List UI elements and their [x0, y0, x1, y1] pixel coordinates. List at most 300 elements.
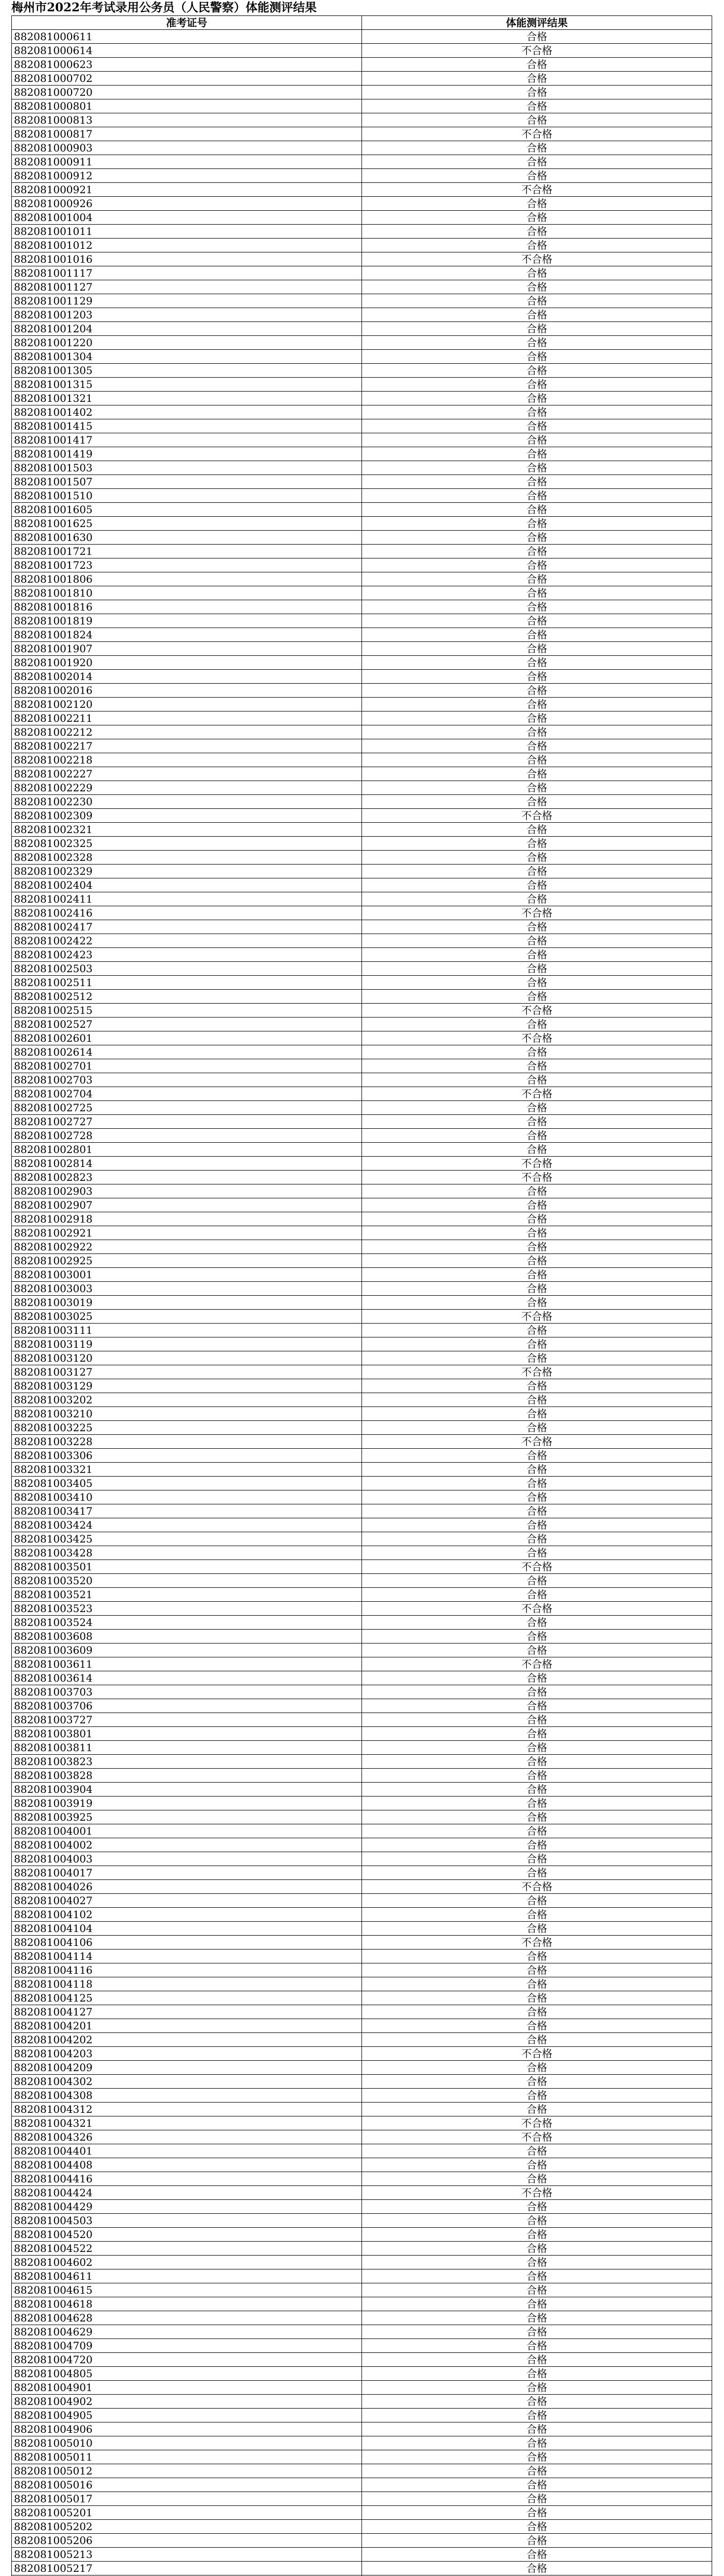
exam-id-cell: 882081002814 [12, 1157, 362, 1171]
result-cell: 不合格 [362, 2047, 712, 2061]
result-cell: 合格 [362, 1504, 712, 1518]
exam-id-cell: 882081002411 [12, 892, 362, 906]
result-cell: 合格 [362, 2339, 712, 2353]
exam-id-cell: 882081004520 [12, 2228, 362, 2242]
table-row [12, 1866, 712, 1880]
exam-id-cell: 882081001507 [12, 475, 362, 489]
table-row [12, 2283, 712, 2297]
exam-id-cell: 882081003520 [12, 1574, 362, 1588]
result-cell: 合格 [362, 1950, 712, 1963]
result-cell: 合格 [362, 1922, 712, 1936]
table-row [12, 503, 712, 517]
exam-id-cell: 882081001605 [12, 503, 362, 517]
result-cell: 合格 [362, 1490, 712, 1504]
exam-id-cell: 882081002503 [12, 962, 362, 976]
exam-id-cell: 882081004127 [12, 2005, 362, 2019]
result-cell: 合格 [362, 2311, 712, 2325]
result-cell: 合格 [362, 781, 712, 795]
exam-id-cell: 882081003614 [12, 1671, 362, 1685]
exam-id-cell: 882081003306 [12, 1449, 362, 1463]
table-row [12, 1324, 712, 1337]
table-row [12, 2534, 712, 2548]
result-cell: 合格 [362, 642, 712, 656]
exam-id-cell: 882081003727 [12, 1713, 362, 1727]
result-cell: 合格 [362, 2478, 712, 2492]
table-row [12, 1727, 712, 1741]
table-row [12, 1991, 712, 2005]
result-cell: 合格 [362, 1783, 712, 1797]
exam-id-cell: 882081004002 [12, 1838, 362, 1852]
table-row [12, 517, 712, 531]
table-row [12, 1296, 712, 1310]
exam-id-cell: 882081003120 [12, 1351, 362, 1365]
table-row [12, 2353, 712, 2367]
table-row [12, 1449, 712, 1463]
exam-id-cell: 882081002230 [12, 795, 362, 809]
exam-id-cell: 882081001810 [12, 586, 362, 600]
result-cell: 合格 [362, 1741, 712, 1755]
exam-id-cell: 882081001304 [12, 350, 362, 364]
table-row [12, 1463, 712, 1477]
table-row [12, 1880, 712, 1894]
result-cell: 合格 [362, 1643, 712, 1657]
result-cell: 合格 [362, 739, 712, 753]
exam-id-cell: 882081003823 [12, 1755, 362, 1769]
exam-id-cell: 882081004905 [12, 2409, 362, 2422]
exam-id-cell: 882081000614 [12, 44, 362, 58]
exam-id-cell: 882081004106 [12, 1936, 362, 1950]
exam-id-cell: 882081004326 [12, 2130, 362, 2144]
table-row [12, 1936, 712, 1950]
result-cell: 不合格 [362, 1365, 712, 1379]
exam-id-cell: 882081005206 [12, 2534, 362, 2548]
table-row [12, 1171, 712, 1184]
result-cell: 合格 [362, 30, 712, 44]
table-row [12, 934, 712, 948]
result-cell: 合格 [362, 225, 712, 239]
table-row [12, 600, 712, 614]
table-row [12, 642, 712, 656]
exam-id-cell: 882081004308 [12, 2089, 362, 2103]
result-cell: 合格 [362, 614, 712, 628]
table-row [12, 2075, 712, 2089]
table-row [12, 2520, 712, 2534]
table-row [12, 1783, 712, 1797]
table-row [12, 614, 712, 628]
table-row [12, 239, 712, 252]
result-cell: 合格 [362, 865, 712, 878]
result-cell: 合格 [362, 517, 712, 531]
result-cell: 合格 [362, 1963, 712, 1977]
exam-id-cell: 882081004001 [12, 1824, 362, 1838]
result-cell: 合格 [362, 1908, 712, 1922]
table-row [12, 795, 712, 809]
exam-id-cell: 882081001630 [12, 531, 362, 545]
exam-id-cell: 882081000911 [12, 155, 362, 169]
result-cell: 合格 [362, 1977, 712, 1991]
table-row [12, 294, 712, 308]
exam-id-cell: 882081003811 [12, 1741, 362, 1755]
exam-id-cell: 882081004618 [12, 2297, 362, 2311]
exam-id-cell: 882081002725 [12, 1101, 362, 1115]
exam-id-cell: 882081002728 [12, 1129, 362, 1143]
table-row [12, 2019, 712, 2033]
exam-id-cell: 882081001417 [12, 433, 362, 447]
result-cell: 合格 [362, 2353, 712, 2367]
table-row [12, 308, 712, 322]
table-row [12, 433, 712, 447]
table-row [12, 2436, 712, 2450]
result-cell: 合格 [362, 1685, 712, 1699]
result-cell: 合格 [362, 795, 712, 809]
result-cell: 合格 [362, 503, 712, 517]
result-cell: 合格 [362, 392, 712, 405]
exam-id-cell: 882081004602 [12, 2256, 362, 2269]
result-cell: 合格 [362, 2200, 712, 2214]
result-cell: 合格 [362, 336, 712, 350]
result-cell: 合格 [362, 934, 712, 948]
table-row [12, 809, 712, 823]
table-row [12, 2325, 712, 2339]
result-cell: 合格 [362, 461, 712, 475]
result-cell: 不合格 [362, 2116, 712, 2130]
result-cell: 合格 [362, 1045, 712, 1059]
result-cell: 不合格 [362, 1657, 712, 1671]
result-cell: 合格 [362, 1018, 712, 1031]
table-row [12, 1852, 712, 1866]
result-cell: 合格 [362, 2228, 712, 2242]
result-cell: 合格 [362, 711, 712, 725]
table-row [12, 1087, 712, 1101]
table-row [12, 2422, 712, 2436]
table-row [12, 2144, 712, 2158]
table-row [12, 906, 712, 920]
table-row [12, 350, 712, 364]
exam-id-cell: 882081000903 [12, 141, 362, 155]
table-row [12, 1184, 712, 1198]
exam-id-cell: 882081003428 [12, 1546, 362, 1560]
table-row [12, 711, 712, 725]
exam-id-cell: 882081002922 [12, 1240, 362, 1254]
table-row [12, 837, 712, 851]
exam-id-cell: 882081004026 [12, 1880, 362, 1894]
result-cell: 合格 [362, 2422, 712, 2436]
table-row [12, 127, 712, 141]
exam-id-cell: 882081001321 [12, 392, 362, 405]
table-row [12, 2464, 712, 2478]
table-row [12, 1073, 712, 1087]
result-cell: 不合格 [362, 1560, 712, 1574]
result-cell: 合格 [362, 1379, 712, 1393]
result-cell: 合格 [362, 628, 712, 642]
result-cell: 合格 [362, 1198, 712, 1212]
result-cell: 不合格 [362, 1087, 712, 1101]
table-row [12, 851, 712, 865]
exam-id-cell: 882081001220 [12, 336, 362, 350]
exam-id-cell: 882081003025 [12, 1310, 362, 1324]
result-cell: 合格 [362, 2534, 712, 2548]
table-row [12, 1031, 712, 1045]
exam-id-cell: 882081001625 [12, 517, 362, 531]
result-cell: 合格 [362, 684, 712, 698]
table-row [12, 1351, 712, 1365]
result-cell: 合格 [362, 545, 712, 558]
table-row [12, 1518, 712, 1532]
table-row [12, 1254, 712, 1268]
result-cell: 合格 [362, 1184, 712, 1198]
table-row [12, 1894, 712, 1908]
exam-id-cell: 882081002511 [12, 976, 362, 990]
table-row [12, 739, 712, 753]
exam-id-cell: 882081000926 [12, 197, 362, 211]
result-cell: 不合格 [362, 1880, 712, 1894]
exam-id-cell: 882081004503 [12, 2214, 362, 2228]
result-cell: 合格 [362, 1755, 712, 1769]
result-cell: 不合格 [362, 1157, 712, 1171]
table-row [12, 1810, 712, 1824]
result-cell: 合格 [362, 2450, 712, 2464]
exam-id-cell: 882081002918 [12, 1212, 362, 1226]
result-cell: 合格 [362, 1713, 712, 1727]
table-row [12, 1685, 712, 1699]
result-cell: 合格 [362, 878, 712, 892]
result-cell: 合格 [362, 1894, 712, 1908]
result-cell: 合格 [362, 990, 712, 1004]
table-row [12, 1977, 712, 1991]
exam-id-cell: 882081004017 [12, 1866, 362, 1880]
exam-id-cell: 882081002417 [12, 920, 362, 934]
result-cell: 合格 [362, 1393, 712, 1407]
exam-id-cell: 882081002229 [12, 781, 362, 795]
result-cell: 合格 [362, 1059, 712, 1073]
exam-id-cell: 882081002614 [12, 1045, 362, 1059]
exam-id-cell: 882081002309 [12, 809, 362, 823]
result-cell: 合格 [362, 948, 712, 962]
exam-id-cell: 882081004116 [12, 1963, 362, 1977]
exam-id-cell: 882081004906 [12, 2422, 362, 2436]
column-header-exam-id: 准考证号 [12, 16, 362, 30]
table-row [12, 656, 712, 670]
table-row [12, 1824, 712, 1838]
result-cell: 合格 [362, 1588, 712, 1602]
result-cell: 合格 [362, 1212, 712, 1226]
result-cell: 合格 [362, 1073, 712, 1087]
result-cell: 合格 [362, 489, 712, 503]
table-row [12, 2548, 712, 2562]
result-cell: 合格 [362, 1616, 712, 1630]
result-cell: 合格 [362, 892, 712, 906]
exam-id-cell: 882081002701 [12, 1059, 362, 1073]
exam-id-cell: 882081003225 [12, 1421, 362, 1435]
table-row [12, 461, 712, 475]
exam-id-cell: 882081005011 [12, 2450, 362, 2464]
result-cell: 合格 [362, 1463, 712, 1477]
table-row [12, 1950, 712, 1963]
table-row [12, 99, 712, 113]
exam-id-cell: 882081003111 [12, 1324, 362, 1337]
table-row [12, 1268, 712, 1282]
table-row [12, 1018, 712, 1031]
result-cell: 合格 [362, 2033, 712, 2047]
table-row [12, 1212, 712, 1226]
exam-id-cell: 882081001305 [12, 364, 362, 378]
exam-id-cell: 882081002325 [12, 837, 362, 851]
table-row [12, 586, 712, 600]
exam-id-cell: 882081002801 [12, 1143, 362, 1157]
table-row [12, 2186, 712, 2200]
table-row [12, 2047, 712, 2061]
result-cell: 合格 [362, 2214, 712, 2228]
table-row [12, 1643, 712, 1657]
result-cell: 合格 [362, 1824, 712, 1838]
table-row [12, 1143, 712, 1157]
result-cell: 合格 [362, 266, 712, 280]
exam-id-cell: 882081001016 [12, 252, 362, 266]
table-row [12, 1699, 712, 1713]
exam-id-cell: 882081003129 [12, 1379, 362, 1393]
exam-id-cell: 882081003801 [12, 1727, 362, 1741]
exam-id-cell: 882081005201 [12, 2506, 362, 2520]
result-cell: 合格 [362, 1852, 712, 1866]
table-row [12, 628, 712, 642]
table-row [12, 1963, 712, 1977]
result-cell: 合格 [362, 2492, 712, 2506]
table-row [12, 2395, 712, 2409]
exam-id-cell: 882081002211 [12, 711, 362, 725]
exam-id-cell: 882081002416 [12, 906, 362, 920]
exam-id-cell: 882081003202 [12, 1393, 362, 1407]
result-cell: 合格 [362, 2089, 712, 2103]
result-cell: 合格 [362, 823, 712, 837]
exam-id-cell: 882081001723 [12, 558, 362, 572]
table-row [12, 1490, 712, 1504]
exam-id-cell: 882081001816 [12, 600, 362, 614]
exam-id-cell: 882081004429 [12, 2200, 362, 2214]
result-cell: 合格 [362, 725, 712, 739]
result-cell: 合格 [362, 322, 712, 336]
exam-id-cell: 882081004102 [12, 1908, 362, 1922]
exam-id-cell: 882081003321 [12, 1463, 362, 1477]
exam-id-cell: 882081002422 [12, 934, 362, 948]
exam-id-cell: 882081003501 [12, 1560, 362, 1574]
table-row [12, 1379, 712, 1393]
exam-id-cell: 882081002727 [12, 1115, 362, 1129]
exam-id-cell: 882081004401 [12, 2144, 362, 2158]
table-row [12, 1741, 712, 1755]
exam-id-cell: 882081002016 [12, 684, 362, 698]
exam-id-cell: 882081003524 [12, 1616, 362, 1630]
exam-id-cell: 882081001004 [12, 211, 362, 225]
result-cell: 合格 [362, 1282, 712, 1296]
table-row [12, 1407, 712, 1421]
table-row [12, 823, 712, 837]
result-cell: 合格 [362, 2005, 712, 2019]
result-cell: 合格 [362, 378, 712, 392]
result-cell: 合格 [362, 2562, 712, 2575]
table-row [12, 405, 712, 419]
exam-id-cell: 882081004312 [12, 2103, 362, 2116]
table-row [12, 1922, 712, 1936]
exam-id-cell: 882081000801 [12, 99, 362, 113]
exam-id-cell: 882081003828 [12, 1769, 362, 1783]
table-row [12, 2506, 712, 2520]
result-cell: 合格 [362, 1727, 712, 1741]
result-cell: 合格 [362, 2242, 712, 2256]
result-cell: 合格 [362, 1699, 712, 1713]
result-cell: 合格 [362, 1296, 712, 1310]
table-row [12, 1546, 712, 1560]
table-row [12, 392, 712, 405]
result-cell: 合格 [362, 1324, 712, 1337]
result-cell: 合格 [362, 2283, 712, 2297]
exam-id-cell: 882081002227 [12, 767, 362, 781]
result-cell: 合格 [362, 1769, 712, 1783]
table-row [12, 1337, 712, 1351]
exam-id-cell: 882081005213 [12, 2548, 362, 2562]
table-row [12, 670, 712, 684]
table-row [12, 2269, 712, 2283]
exam-id-cell: 882081003706 [12, 1699, 362, 1713]
table-row [12, 113, 712, 127]
table-row [12, 1129, 712, 1143]
result-cell: 合格 [362, 1226, 712, 1240]
table-row [12, 1421, 712, 1435]
table-row [12, 1365, 712, 1379]
table-row [12, 1059, 712, 1073]
table-row [12, 1532, 712, 1546]
result-cell: 不合格 [362, 183, 712, 197]
table-row [12, 2256, 712, 2269]
table-row [12, 990, 712, 1004]
table-row [12, 1616, 712, 1630]
exam-id-cell: 882081002217 [12, 739, 362, 753]
table-row [12, 336, 712, 350]
exam-id-cell: 882081001204 [12, 322, 362, 336]
exam-id-cell: 882081004027 [12, 1894, 362, 1908]
exam-id-cell: 882081004611 [12, 2269, 362, 2283]
result-cell: 不合格 [362, 252, 712, 266]
exam-id-cell: 882081004321 [12, 2116, 362, 2130]
table-row [12, 1393, 712, 1407]
table-row [12, 1602, 712, 1616]
table-row [12, 58, 712, 72]
exam-id-cell: 882081004720 [12, 2353, 362, 2367]
result-cell: 不合格 [362, 906, 712, 920]
result-cell: 合格 [362, 1101, 712, 1115]
table-row [12, 2116, 712, 2130]
exam-id-cell: 882081001503 [12, 461, 362, 475]
table-row [12, 2367, 712, 2381]
result-cell: 合格 [362, 2520, 712, 2534]
table-row [12, 753, 712, 767]
table-row [12, 1713, 712, 1727]
exam-id-cell: 882081002404 [12, 878, 362, 892]
result-cell: 合格 [362, 419, 712, 433]
result-cell: 合格 [362, 86, 712, 99]
table-row [12, 1504, 712, 1518]
exam-id-cell: 882081004003 [12, 1852, 362, 1866]
exam-id-cell: 882081004628 [12, 2311, 362, 2325]
result-cell: 合格 [362, 2464, 712, 2478]
result-cell: 合格 [362, 2409, 712, 2422]
exam-id-cell: 882081001806 [12, 572, 362, 586]
result-cell: 合格 [362, 656, 712, 670]
exam-id-cell: 882081001012 [12, 239, 362, 252]
table-row [12, 1101, 712, 1115]
table-row [12, 1240, 712, 1254]
result-cell: 合格 [362, 2256, 712, 2269]
table-row [12, 1004, 712, 1018]
